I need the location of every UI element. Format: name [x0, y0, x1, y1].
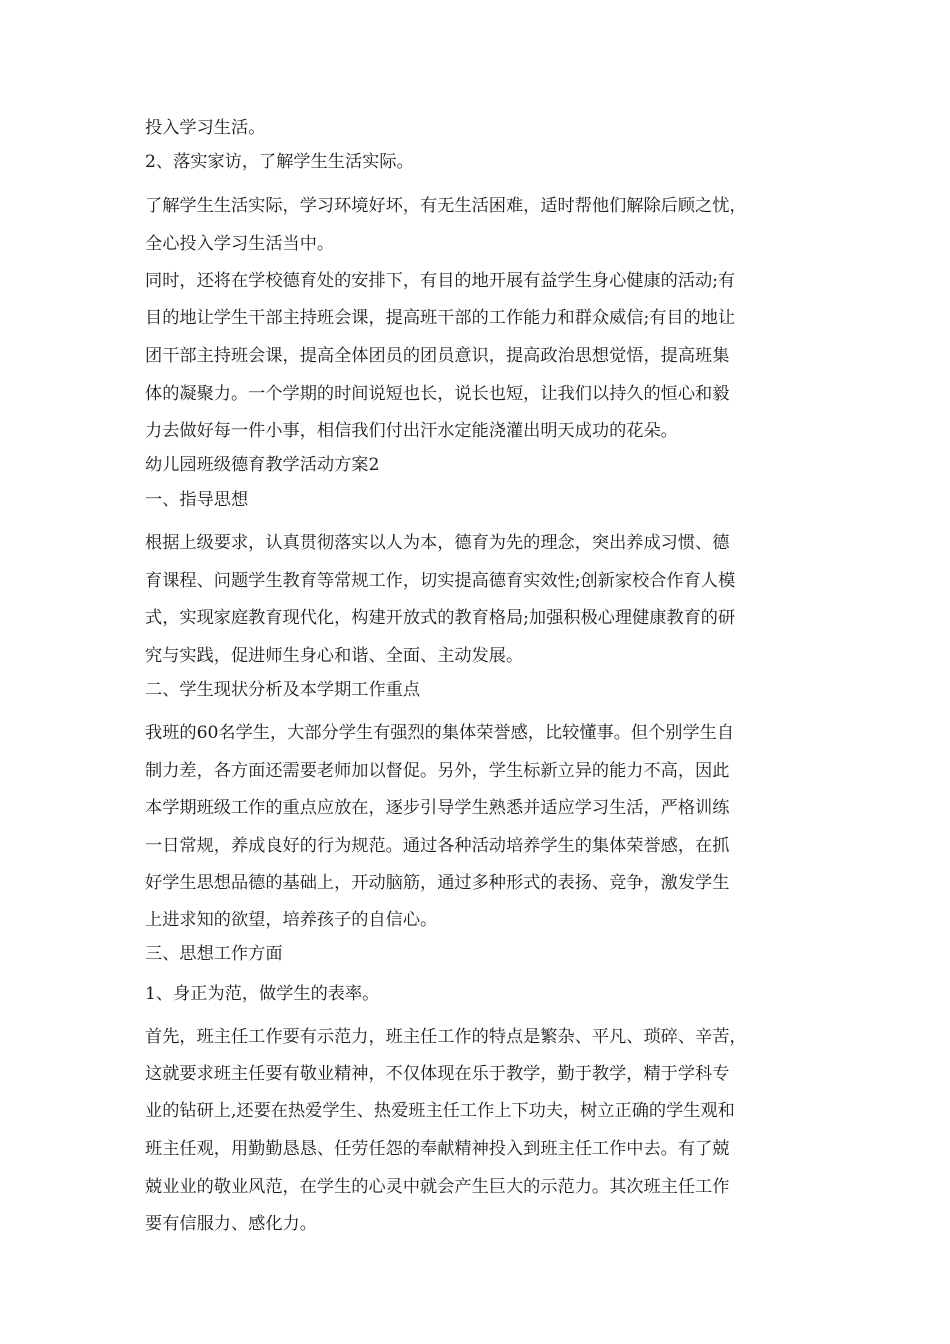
text-line: 式，实现家庭教育现代化，构建开放式的教育格局;加强积极心理健康教育的研 [145, 608, 736, 628]
text-line: 目的地让学生干部主持班会课，提高班干部的工作能力和群众威信;有目的地让 [145, 308, 736, 328]
text-line: 2、落实家访，了解学生生活实际。 [145, 152, 414, 172]
text-line: 投入学习生活。 [145, 118, 266, 138]
section-heading: 幼儿园班级德育教学活动方案2 [145, 455, 380, 475]
text-line: 班主任观，用勤勤恳恳、任劳任怨的奉献精神投入到班主任工作中去。有了兢 [145, 1139, 730, 1159]
text-line: 全心投入学习生活当中。 [145, 234, 335, 254]
text-line: 根据上级要求，认真贯彻落实以人为本，德育为先的理念，突出养成习惯、德 [145, 533, 730, 553]
text-line: 这就要求班主任要有敬业精神，不仅体现在乐于教学，勤于教学，精于学科专 [145, 1064, 730, 1084]
text-line: 兢业业的敬业风范，在学生的心灵中就会产生巨大的示范力。其次班主任工作 [145, 1177, 730, 1197]
section-heading: 三、思想工作方面 [145, 944, 283, 964]
section-heading: 一、指导思想 [145, 490, 249, 510]
text-line: 本学期班级工作的重点应放在，逐步引导学生熟悉并适应学习生活，严格训练 [145, 798, 730, 818]
text-line: 体的凝聚力。一个学期的时间说短也长，说长也短，让我们以持久的恒心和毅 [145, 384, 730, 404]
text-line: 力去做好每一件小事，相信我们付出汗水定能浇灌出明天成功的花朵。 [145, 421, 678, 441]
text-line: 上进求知的欲望，培养孩子的自信心。 [145, 910, 438, 930]
text-line: 育课程、问题学生教育等常规工作，切实提高德育实效性;创新家校合作育人模 [145, 571, 736, 591]
text-line: 业的钻研上,还要在热爱学生、热爱班主任工作上下功夫，树立正确的学生观和 [145, 1101, 735, 1121]
text-line: 究与实践，促进师生身心和谐、全面、主动发展。 [145, 646, 524, 666]
section-heading: 二、学生现状分析及本学期工作重点 [145, 680, 421, 700]
text-line: 团干部主持班会课，提高全体团员的团员意识，提高政治思想觉悟，提高班集 [145, 346, 730, 366]
text-line: 好学生思想品德的基础上，开动脑筋，通过多种形式的表扬、竞争，激发学生 [145, 873, 730, 893]
text-line: 首先，班主任工作要有示范力，班主任工作的特点是繁杂、平凡、琐碎、辛苦， [145, 1027, 747, 1047]
text-line: 我班的60名学生，大部分学生有强烈的集体荣誉感，比较懂事。但个别学生自 [145, 723, 735, 743]
text-line: 同时，还将在学校德育处的安排下，有目的地开展有益学生身心健康的活动;有 [145, 271, 736, 291]
text-line: 了解学生生活实际，学习环境好坏，有无生活困难，适时帮他们解除后顾之忧， [145, 196, 747, 216]
text-line: 要有信服力、感化力。 [145, 1214, 317, 1234]
text-line: 制力差，各方面还需要老师加以督促。另外，学生标新立异的能力不高，因此 [145, 761, 730, 781]
subsection-heading: 1、身正为范，做学生的表率。 [145, 984, 380, 1004]
text-line: 一日常规，养成良好的行为规范。通过各种活动培养学生的集体荣誉感，在抓 [145, 836, 730, 856]
